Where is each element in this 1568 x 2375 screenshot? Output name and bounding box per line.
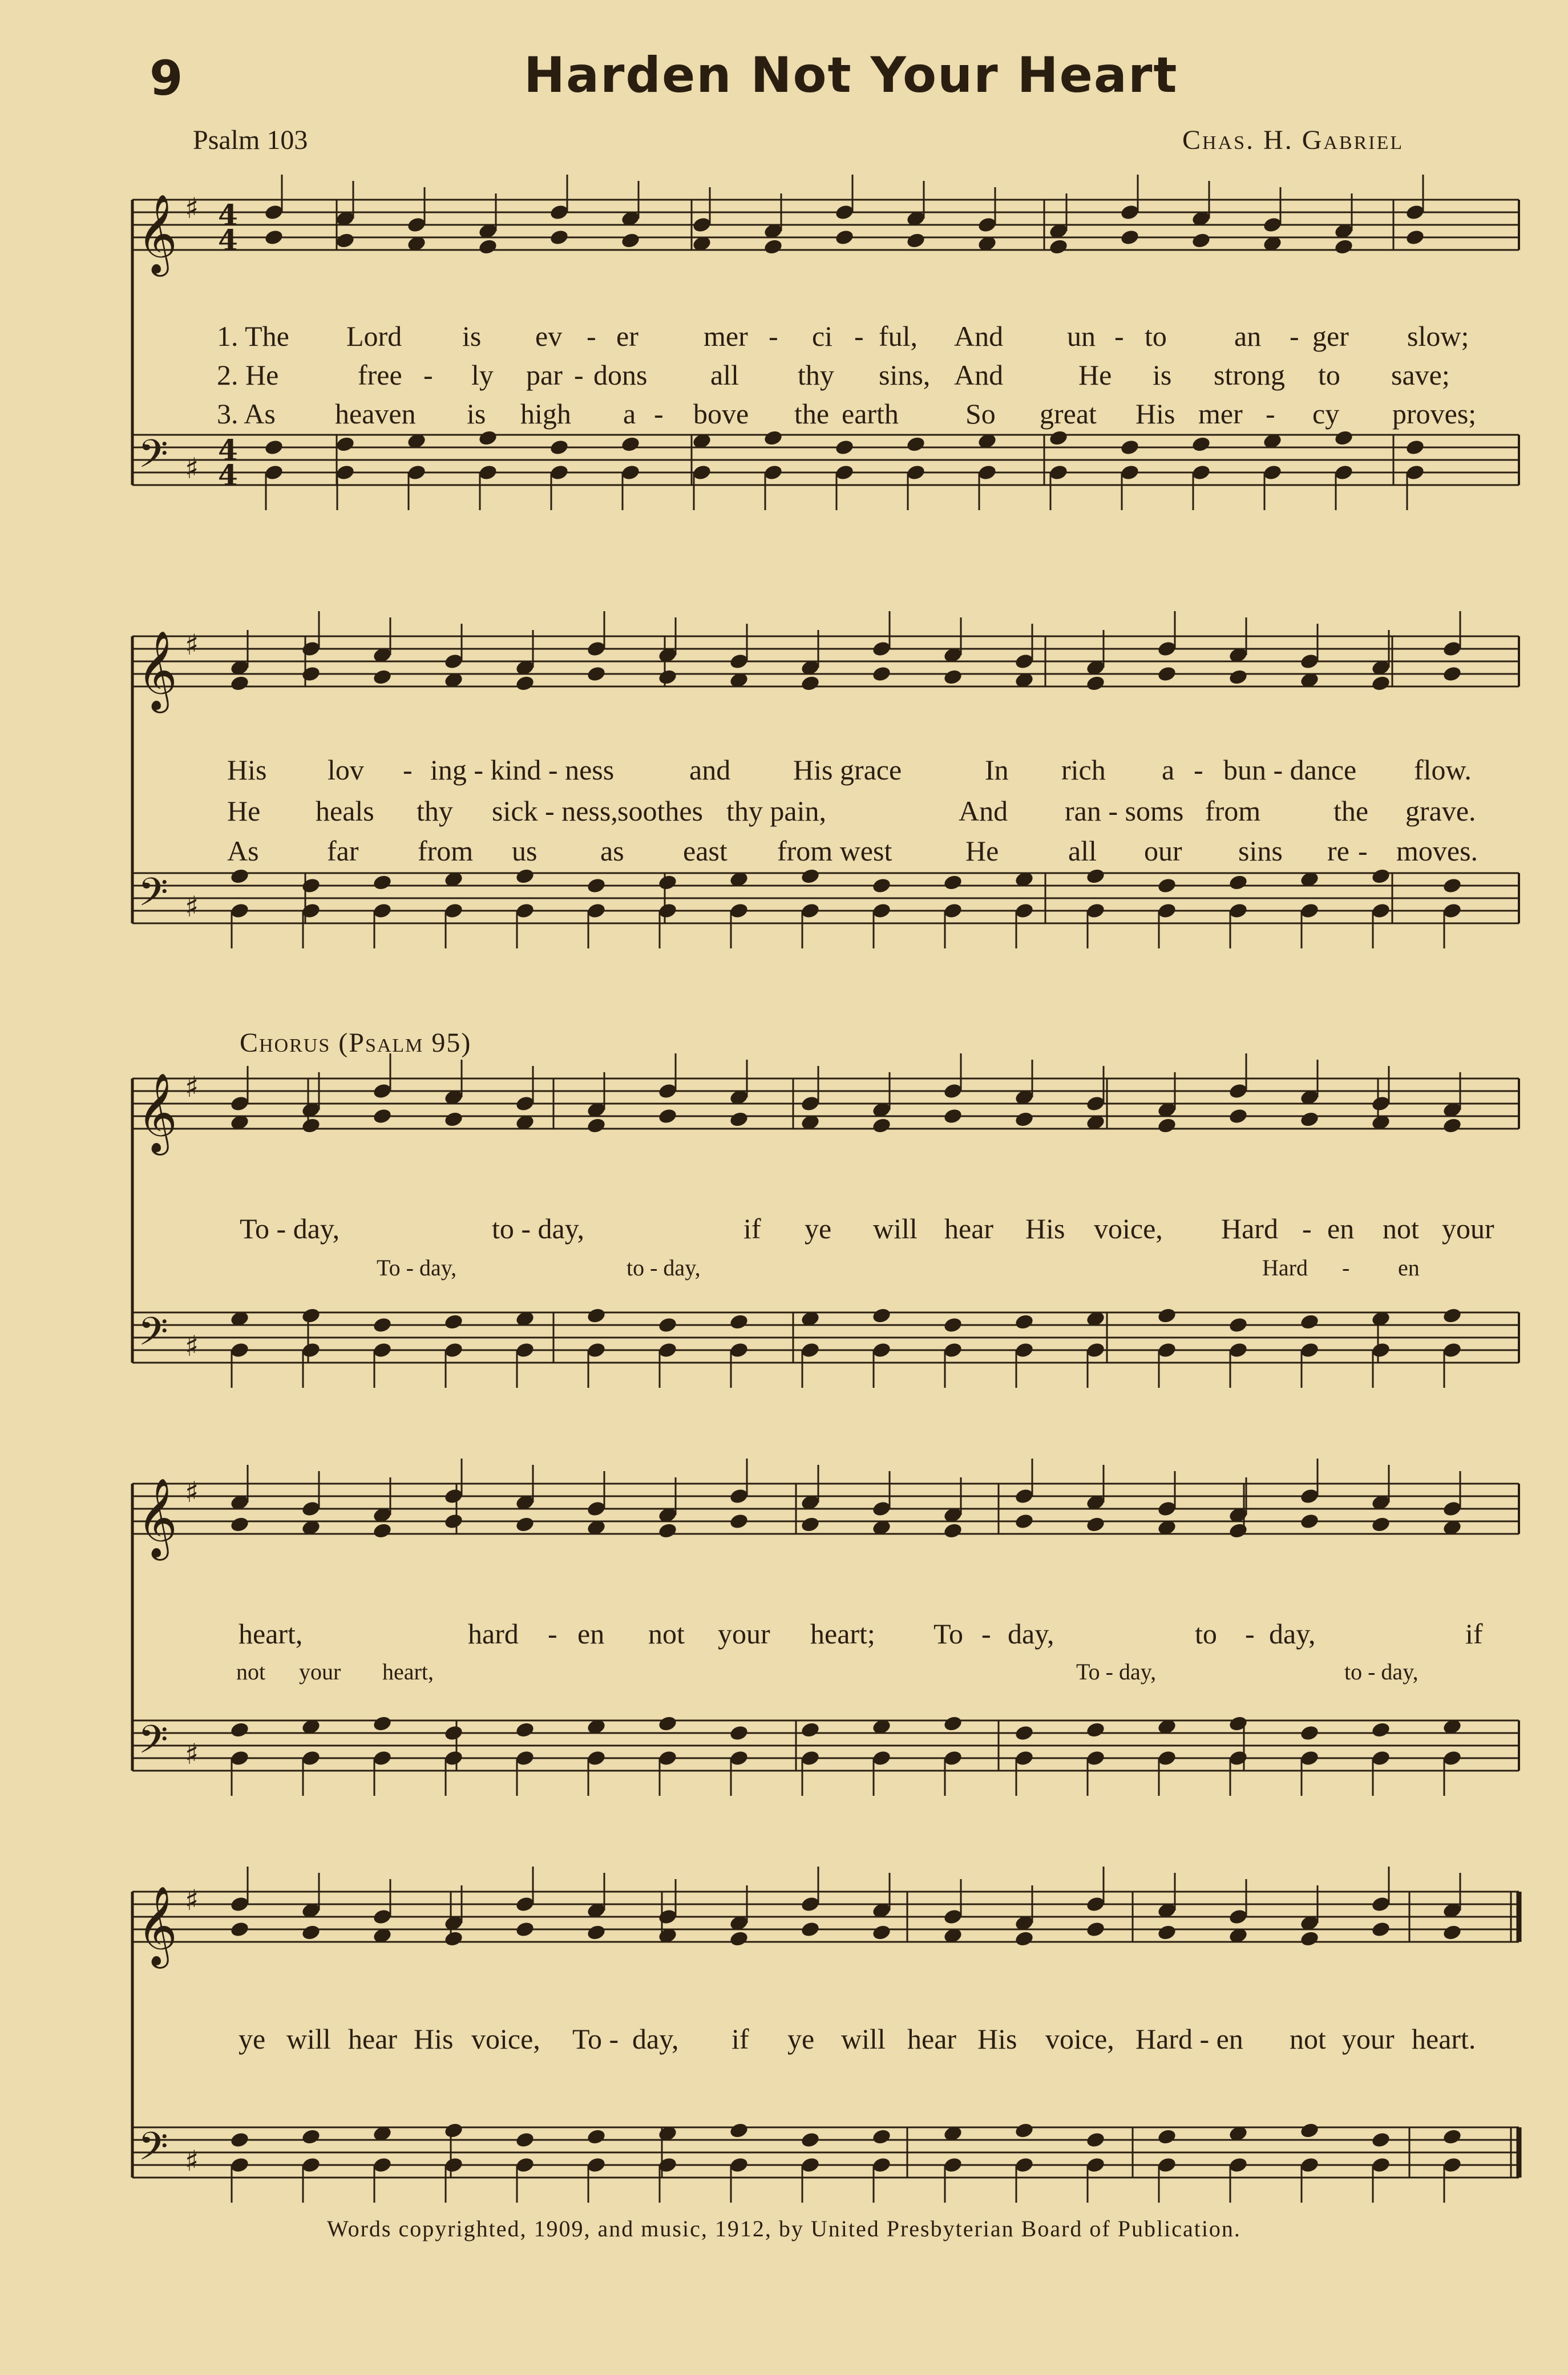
note-head: [657, 874, 678, 891]
note-head: [871, 1117, 892, 1134]
note-head: [1085, 2131, 1106, 2149]
note-head: [1085, 674, 1106, 692]
note-head: [1299, 1110, 1320, 1128]
note-head: [549, 439, 569, 457]
note-head: [1228, 1108, 1248, 1125]
note-head: [301, 1924, 321, 1941]
note-head: [1191, 435, 1211, 453]
hymn-number: 9: [149, 50, 183, 106]
note-head: [729, 1724, 749, 1742]
note-head: [657, 1108, 678, 1125]
note-head: [657, 668, 678, 686]
note-head: [800, 1516, 821, 1533]
bass-clef: 𝄢: [138, 2124, 168, 2179]
note-head: [1157, 2128, 1177, 2146]
hymn-title: Harden Not Your Heart: [524, 47, 1178, 104]
treble-clef: 𝄞: [137, 1073, 177, 1152]
note-head: [800, 1721, 821, 1739]
sharp-sign: ♯: [185, 890, 199, 923]
chorus-line-2: heart, hard - en not your heart; To - day, to - day, if: [239, 1618, 1483, 1650]
note-head: [1442, 877, 1462, 895]
note-head: [586, 1924, 607, 1941]
time-signature: 4: [218, 433, 238, 467]
note-head: [1228, 1715, 1248, 1732]
note-head: [729, 1110, 749, 1128]
note-head: [943, 668, 963, 686]
note-head: [657, 1316, 678, 1334]
chorus-line-1-echo: To - day, to - day, Hard - en: [377, 1255, 1420, 1281]
note-head: [763, 238, 783, 256]
note-head: [1014, 1513, 1034, 1530]
note-head: [1299, 2122, 1320, 2139]
note-head: [1228, 1522, 1248, 1540]
chorus-label: Chorus (Psalm 95): [240, 1028, 472, 1058]
verse-3-line-1: 3. As heaven is high a - bove the earth So great His mer - cy proves;: [217, 398, 1477, 430]
note-head: [871, 1924, 892, 1941]
note-head: [1157, 1924, 1177, 1941]
note-head: [549, 229, 569, 247]
note-head: [335, 435, 355, 453]
note-head: [301, 2128, 321, 2146]
note-head: [834, 439, 855, 457]
note-head: [1371, 2131, 1391, 2149]
note-head: [1299, 1724, 1320, 1742]
verse-1-line-2: His lov - ing - kind - ness and His grace In rich a - bun - dance flow.: [227, 754, 1472, 786]
note-head: [229, 1921, 250, 1938]
note-head: [1157, 1117, 1177, 1134]
note-head: [1371, 674, 1391, 692]
note-head: [264, 229, 284, 247]
note-head: [1014, 1724, 1034, 1742]
note-head: [1299, 1513, 1320, 1530]
treble-clef: 𝄞: [137, 1886, 177, 1965]
note-head: [443, 1313, 464, 1331]
note-head: [443, 1724, 464, 1742]
note-head: [800, 1921, 821, 1938]
sharp-sign: ♯: [185, 1330, 199, 1363]
note-head: [729, 2122, 749, 2139]
note-head: [943, 874, 963, 891]
note-head: [1085, 1721, 1106, 1739]
verse-1-line-1: 1. The Lord is ev - er mer - ci - ful, And un - to an - ger slow;: [217, 320, 1469, 352]
text-source: Psalm 103: [193, 125, 308, 155]
bass-clef: 𝄢: [138, 1310, 168, 1364]
sharp-sign: ♯: [185, 1884, 199, 1917]
sharp-sign: ♯: [185, 1738, 199, 1771]
note-head: [620, 232, 641, 249]
note-head: [301, 877, 321, 895]
note-head: [1442, 1307, 1462, 1324]
note-head: [1371, 1921, 1391, 1938]
bass-clef: 𝄢: [138, 432, 168, 486]
sharp-sign: ♯: [185, 1071, 199, 1104]
chorus-line-3: ye will hear His voice, To - day, if ye will hear His voice, Hard - en not your heart.: [239, 2023, 1476, 2055]
note-head: [1405, 229, 1425, 247]
note-head: [1228, 668, 1248, 686]
note-head: [229, 2131, 250, 2149]
note-head: [1048, 238, 1069, 256]
verse-2-line-1: 2. He free - ly par - dons all thy sins, And He is strong to save;: [217, 359, 1450, 391]
note-head: [372, 1316, 393, 1334]
sharp-sign: ♯: [185, 628, 199, 661]
note-head: [620, 435, 641, 453]
bass-clef: 𝄢: [138, 1718, 168, 1772]
note-head: [372, 1522, 393, 1540]
sharp-sign: ♯: [185, 1476, 199, 1509]
note-head: [515, 2131, 535, 2149]
note-head: [515, 1516, 535, 1533]
sharp-sign: ♯: [185, 452, 199, 485]
time-signature: 4: [218, 198, 238, 232]
note-head: [1191, 232, 1211, 249]
bass-clef: 𝄢: [138, 870, 168, 924]
note-head: [1014, 1930, 1034, 1948]
note-head: [229, 1721, 250, 1739]
note-head: [943, 1108, 963, 1125]
note-head: [1014, 2122, 1034, 2139]
note-head: [729, 1313, 749, 1331]
note-head: [586, 1117, 607, 1134]
note-head: [443, 2122, 464, 2139]
note-head: [1405, 439, 1425, 457]
time-signature: 4: [218, 223, 238, 257]
note-head: [586, 665, 607, 683]
sharp-sign: ♯: [185, 192, 199, 225]
note-head: [1299, 1313, 1320, 1331]
note-head: [301, 665, 321, 683]
note-head: [871, 1307, 892, 1324]
note-head: [372, 1715, 393, 1732]
note-head: [871, 2128, 892, 2146]
chorus-line-2-echo: not your heart, To - day, to - day,: [236, 1659, 1419, 1685]
note-head: [1442, 1117, 1462, 1134]
note-head: [906, 435, 926, 453]
note-head: [1228, 874, 1248, 891]
note-head: [1442, 1924, 1462, 1941]
note-head: [515, 674, 535, 692]
note-head: [478, 238, 498, 256]
note-head: [1014, 1110, 1034, 1128]
treble-clef: 𝄞: [137, 194, 177, 273]
note-head: [264, 439, 284, 457]
note-head: [871, 877, 892, 895]
note-head: [1299, 1930, 1320, 1948]
note-head: [906, 232, 926, 249]
note-head: [943, 1522, 963, 1540]
note-head: [372, 668, 393, 686]
note-head: [335, 232, 355, 249]
note-head: [372, 1108, 393, 1125]
note-head: [834, 229, 855, 247]
note-head: [1120, 229, 1140, 247]
note-head: [657, 1715, 678, 1732]
note-head: [515, 1721, 535, 1739]
note-head: [586, 877, 607, 895]
note-head: [1157, 665, 1177, 683]
note-head: [943, 1316, 963, 1334]
note-head: [800, 674, 821, 692]
verse-2-line-2: He heals thy sick - ness, soothes thy pain, And ran - soms from the grave.: [227, 795, 1476, 827]
note-head: [229, 1516, 250, 1533]
note-head: [1085, 1516, 1106, 1533]
treble-clef: 𝄞: [137, 631, 177, 710]
note-head: [943, 1715, 963, 1732]
verse-3-line-2: As far from us as east from west He all our sins re - moves.: [227, 835, 1478, 867]
note-head: [1442, 665, 1462, 683]
note-head: [1333, 238, 1354, 256]
note-head: [1120, 439, 1140, 457]
time-signature: 4: [218, 458, 238, 492]
note-head: [657, 1522, 678, 1540]
note-head: [443, 1513, 464, 1530]
note-head: [1085, 1921, 1106, 1938]
note-head: [515, 1921, 535, 1938]
treble-clef: 𝄞: [137, 1478, 177, 1557]
note-head: [301, 1307, 321, 1324]
note-head: [1371, 1516, 1391, 1533]
note-head: [229, 674, 250, 692]
note-head: [800, 2131, 821, 2149]
note-head: [729, 1930, 749, 1948]
note-head: [301, 1117, 321, 1134]
sharp-sign: ♯: [185, 2144, 199, 2178]
note-head: [1371, 1721, 1391, 1739]
note-head: [443, 1930, 464, 1948]
note-head: [372, 874, 393, 891]
chorus-line-1: To - day, to - day, if ye will hear His voice, Hard - en not your: [240, 1213, 1494, 1245]
copyright-footer: Words copyrighted, 1909, and music, 1912, by United Presbyterian Board of Publication.: [327, 2216, 1241, 2241]
note-head: [1157, 1307, 1177, 1324]
note-head: [1157, 877, 1177, 895]
note-head: [443, 1110, 464, 1128]
note-head: [1442, 2128, 1462, 2146]
note-head: [586, 2128, 607, 2146]
note-head: [586, 1307, 607, 1324]
note-head: [1228, 1316, 1248, 1334]
note-head: [729, 1513, 749, 1530]
note-head: [1014, 1313, 1034, 1331]
composer: Chas. H. Gabriel: [1182, 125, 1404, 155]
note-head: [871, 665, 892, 683]
